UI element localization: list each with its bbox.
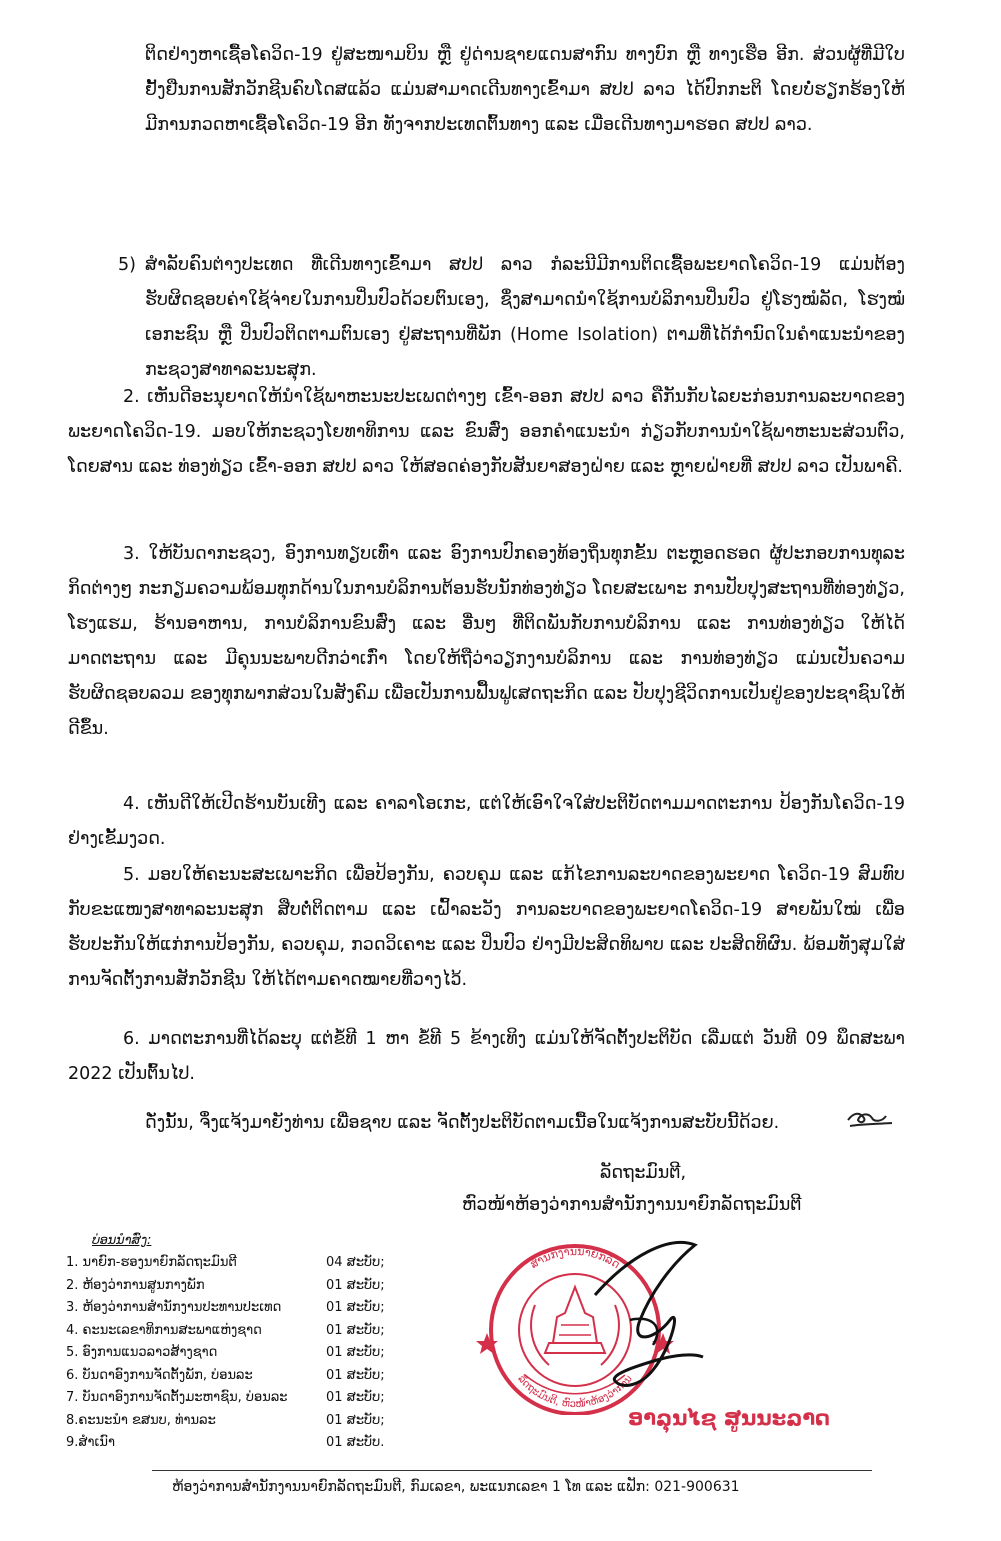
distribution-copies: 01 ສະບັບ;	[326, 1412, 385, 1428]
seal-bottom-text: ລັດຖະມົນຕີ, ຫົວໜ້າຫ້ອງວ່າການ	[515, 1373, 635, 1411]
signatory-position: ຫົວໜ້າຫ້ອງວ່າການສຳນັກງານນາຍົກລັດຖະມົນຕີ	[462, 1195, 802, 1215]
distribution-item	[66, 1342, 406, 1365]
distribution-item	[66, 1410, 406, 1433]
distribution-copies: 01 ສະບັບ;	[326, 1390, 385, 1405]
handwritten-mark-icon	[846, 1106, 896, 1132]
distribution-recipient: 3. ຫ້ອງວ່າການສຳນັກງານປະທານປະເທດ	[66, 1300, 282, 1315]
distribution-copies: 04 ສະບັບ;	[326, 1255, 385, 1270]
distribution-recipient: 9.ສຳເນົາ	[66, 1435, 115, 1450]
distribution-copies: 01 ສະບັບ;	[326, 1367, 385, 1383]
signatory-title: ລັດຖະມົນຕີ,	[600, 1163, 687, 1183]
distribution-copies: 01 ສະບັບ;	[326, 1322, 385, 1338]
distribution-copies: 01 ສະບັບ;	[326, 1300, 385, 1315]
distribution-item	[66, 1387, 406, 1410]
paragraph-point-4: 4. ເຫັນດີໃຫ້ເປີດຮ້ານບັນເທີງ ແລະ ຄາລາໂອເກະ, ແຕ່ໃຫ້ເອົາໃຈໃສ່ປະຕິບັດຕາມມາດຕະການ ປ້ອງກັນໂຄວິດ-19 ຢ່າງເຂັ້ມງວດ.	[68, 794, 905, 849]
distribution-recipient: 1. ນາຍົກ-ຮອງນາຍົກລັດຖະມົນຕີ	[66, 1255, 237, 1270]
paragraph-point-2: 2. ເຫັນດີອະນຸຍາດໃຫ້ນຳໃຊ້ພາຫະນະປະເພດຕ່າງໆ ເຂົ້າ-ອອກ ສປປ ລາວ ຄືກັນກັບໄລຍະກ່ອນການລະບາດຂອງພະຍາດໂຄວິດ-19. ມອບໃຫ້ກະຊວງໂຍທາທິການ ແລະ ຂົນສົ່ງ ອອກຄຳແນະນຳ ກ່ຽວກັບການນຳໃຊ້ພາຫະນະສ່ວນຕົວ, ໂດຍສານ ແລະ ທ່ອງທ່ຽວ ເຂົ້າ-ອອກ ສປປ ລາວ ໃຫ້ສອດຄ່ອງກັບສັນຍາສອງຝ່າຍ ແລະ ຫຼາຍຝ່າຍທີ່ ສປປ ລາວ ເປັນພາຄີ.	[68, 387, 905, 477]
distribution-heading: ບ່ອນນຳສົ່ງ:	[92, 1233, 152, 1248]
svg-text:ສຳນັກງານນາຍົກລັດ	[528, 1245, 622, 1271]
paragraph-point-6: 6. ມາດຕະການທີ່ໄດ້ລະບຸ ແຕ່ຂໍ້ທີ 1 ຫາ ຂໍ້ທີ 5 ຂ້າງເທິງ ແມ່ນໃຫ້ຈັດຕັ້ງປະຕິບັດ ເລີ່ມແຕ່ ວັນທີ 09 ພຶດສະພາ 2022 ເປັນຕົ້ນໄປ.	[68, 1029, 905, 1084]
distribution-recipient: 6. ບັນດາອົງການຈັດຕັ້ງພັກ, ບ່ອນລະ	[66, 1367, 253, 1383]
distribution-item	[66, 1432, 406, 1455]
item-number: 5)	[118, 255, 136, 275]
distribution-copies: 01 ສະບັບ;	[326, 1277, 385, 1293]
distribution-item	[66, 1297, 406, 1320]
paragraph-point-5: 5. ມອບໃຫ້ຄະນະສະເພາະກິດ ເພື່ອປ້ອງກັນ, ຄວບຄຸມ ແລະ ແກ້ໄຂການລະບາດຂອງພະຍາດ ໂຄວິດ-19 ສົມທົບກັບຂະແໜງສາທາລະນະສຸກ ສືບຕໍ່ຕິດຕາມ ແລະ ເຝົ້າລະວັງ ການລະບາດຂອງພະຍາດໂຄວິດ-19 ສາຍພັນໃໝ່ ເພື່ອຮັບປະກັນໃຫ້ແກ່ການປ້ອງກັນ, ຄວບຄຸມ, ກວດວິເຄາະ ແລະ ປິ່ນປົວ ຢ່າງມີປະສິດທິພາບ ແລະ ປະສິດທິຜົນ. ພ້ອມທັງສຸມໃສ່ການຈັດຕັ້ງການສັກວັກຊີນ ໃຫ້ໄດ້ຕາມຄາດໝາຍທີ່ວາງໄວ້.	[68, 865, 905, 990]
paragraph-continuation: ຕິດຢ່າງຫາເຊື້ອໂຄວິດ-19 ຢູ່ສະໜາມບິນ ຫຼື ຢູ່ດ່ານຊາຍແດນສາກົນ ທາງບົກ ຫຼື ທາງເຮືອ ອີກ. ສ່ວນຜູ້ທີ່ມີໃບຢັ້ງຢືນການສັກວັກຊີນຄົບໂດສແລ້ວ ແມ່ນສາມາດເດີນທາງເຂົ້າມາ ສປປ ລາວ ໄດ້ປົກກະຕິ ໂດຍບໍ່ຮຽກຮ້ອງໃຫ້ມີການກວດຫາເຊື້ອໂຄວິດ-19 ອີກ ທັງຈາກປະເທດຕົ້ນທາງ ແລະ ເມື່ອເດີນທາງມາຮອດ ສປປ ລາວ.	[145, 45, 905, 135]
paragraph-item-5-text: ສຳລັບຄົນຕ່າງປະເທດ ທີ່ເດີນທາງເຂົ້າມາ ສປປ ລາວ ກໍລະນີມີການຕິດເຊື້ອພະຍາດໂຄວິດ-19 ແມ່ນຕ້ອງຮັບຜິດຊອບຄ່າໃຊ້ຈ່າຍໃນການປິ່ນປົວດ້ວຍຕົນເອງ, ຊຶ່ງສາມາດນຳໃຊ້ການບໍລິການປິ່ນປົວ ຢູ່ໂຮງໝໍລັດ, ໂຮງໝໍເອກະຊົນ ຫຼື ປິ່ນປົວຕິດຕາມຕົນເອງ ຢູ່ສະຖານທີ່ພັກ (Home Isolation) ຕາມທີ່ໄດ້ກຳນົດໃນຄຳແນະນຳຂອງກະຊວງສາທາລະນະສຸກ.	[145, 255, 905, 380]
distribution-item	[66, 1252, 406, 1275]
signatory-name: ອາລຸນໄຊ ສູນນະລາດ	[628, 1406, 830, 1430]
distribution-recipient: 2. ຫ້ອງວ່າການສູນກາງພັກ	[66, 1277, 205, 1293]
distribution-list	[66, 1252, 406, 1455]
distribution-recipient: 4. ຄະນະເລຂາທິການສະພາແຫ່ງຊາດ	[66, 1322, 262, 1338]
paragraph-item-5	[118, 248, 905, 388]
distribution-recipient: 5. ອົງການແນວລາວສ້າງຊາດ	[66, 1345, 218, 1360]
distribution-copies: 01 ສະບັບ.	[326, 1435, 385, 1450]
distribution-recipient: 8.ຄະນະນຳ ຂສນບ, ທ່ານລະ	[66, 1412, 216, 1428]
distribution-item	[66, 1320, 406, 1343]
paragraph-point-3: 3. ໃຫ້ບັນດາກະຊວງ, ອົງການທຽບເທົ່າ ແລະ ອົງການປົກຄອງທ້ອງຖິ່ນທຸກຂັ້ນ ຕະຫຼອດຮອດ ຜູ້ປະກອບການທຸລະກິດຕ່າງໆ ກະກຽມຄວາມພ້ອມທຸກດ້ານໃນການບໍລິການຕ້ອນຮັບນັກທ່ອງທ່ຽວ ໂດຍສະເພາະ ການປັບປຸງສະຖານທີ່ທ່ອງທ່ຽວ, ໂຮງແຮມ, ຮ້ານອາຫານ, ການບໍລິການຂົນສົ່ງ ແລະ ອື່ນໆ ທີ່ຕິດພັນກັບການບໍລິການ ແລະ ການທ່ອງທ່ຽວ ໃຫ້ໄດ້ມາດຕະຖານ ແລະ ມີຄຸນນະພາບດີກວ່າເກົ່າ ໂດຍໃຫ້ຖືວ່າວຽກງານບໍລິການ ແລະ ການທ່ອງທ່ຽວ ແມ່ນເປັນຄວາມຮັບຜິດຊອບລວມ ຂອງທຸກພາກສ່ວນໃນສັງຄົມ ເພື່ອເປັນການຟື້ນຟູເສດຖະກິດ ແລະ ປັບປຸງຊີວິດການເປັນຢູ່ຂອງປະຊາຊົນໃຫ້ດີຂຶ້ນ.	[68, 544, 905, 739]
closing-sentence: ດັ່ງນັ້ນ, ຈຶ່ງແຈ້ງມາຍັງທ່ານ ເພື່ອຊາບ ແລະ ຈັດຕັ້ງປະຕິບັດຕາມເນື້ອໃນແຈ້ງການສະບັບນີ້ດ້ວຍ.	[145, 1113, 780, 1133]
distribution-item	[66, 1365, 406, 1388]
footer-divider	[152, 1470, 872, 1471]
distribution-recipient: 7. ບັນດາອົງການຈັດຕັ້ງມະຫາຊົນ, ບ່ອນລະ	[66, 1390, 288, 1405]
official-seal-icon	[465, 1225, 715, 1415]
distribution-item	[66, 1275, 406, 1298]
seal-top-text: ສຳນັກງານນາຍົກລັດ	[527, 1244, 623, 1272]
distribution-copies: 01 ສະບັບ;	[326, 1345, 385, 1360]
footer-contact: ຫ້ອງວ່າການສຳນັກງານນາຍົກລັດຖະມົນຕີ, ກົມເລຂາ, ພະແນກເລຂາ 1 ໂທ ແລະ ແຟັກ: 021-900631	[172, 1479, 740, 1495]
